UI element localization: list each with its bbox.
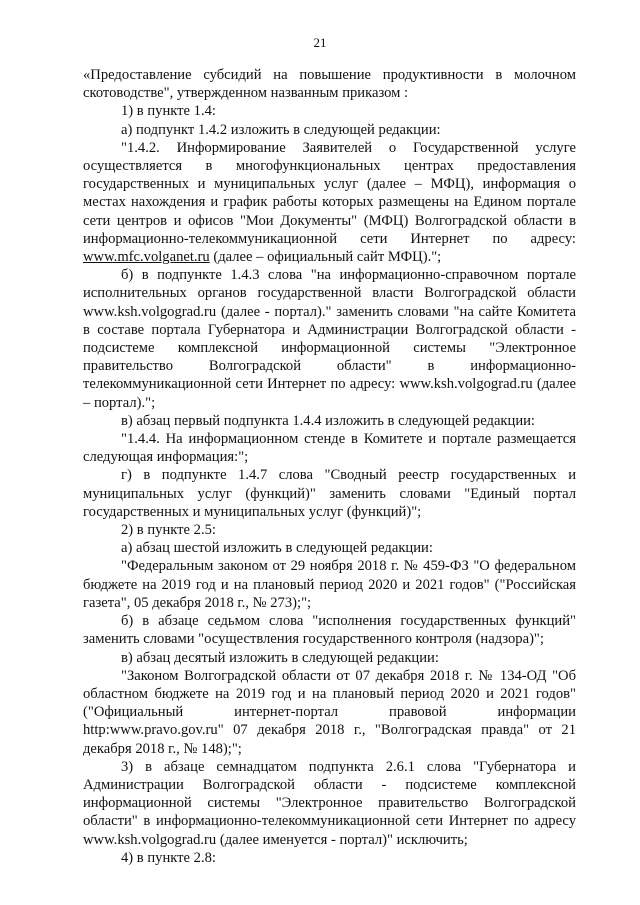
paragraph: 2) в пункте 2.5: (121, 522, 216, 539)
paragraph: г) в подпункте 1.4.7 слова "Сводный реестр государственных и муниципальных услуг (функций)" заменить словами "Единый портал государственных и муниципальных услуг (функций)"; (83, 467, 576, 520)
paragraph: а) подпункт 1.4.2 изложить в следующей редакции: (121, 121, 441, 138)
paragraph: а) абзац шестой изложить в следующей редакции: (121, 540, 433, 557)
paragraph: 1) в пункте 1.4: (121, 103, 216, 120)
paragraph: "Законом Волгоградской области от 07 декабря 2018 г. № 134-ОД "Об областном бюджете на 2019 год и на плановый период 2020 и 2021 годов" ("Официальный интернет-портал правовой информации http:www.pravo.gov.ru" 07 декабря 2018 г., "Волгоградская правда" от 21 декабря 2018 г., № 148);"; (83, 667, 576, 757)
paragraph: "1.4.4. На информационном стенде в Комитете и портале размещается следующая информация:"; (83, 431, 576, 466)
paragraph: в) абзац десятый изложить в следующей редакции: (121, 649, 439, 666)
paragraph: "1.4.2. Информирование Заявителей о Государственной услуге осуществляется в многофункциональных центрах предоставления государственных и муниципальных услуг (далее – МФЦ), информация о местах нахождения и график работы которых размещены на Едином портале сети центров и офисов "Мои Документы" (МФЦ) Волгоградской области в информационно-телекоммуникационной сети Интернет по адресу: www.mfc.volganet.ru (далее – официальный сайт МФЦ)."; (83, 139, 576, 266)
paragraph: "Федеральным законом от 29 ноября 2018 г. № 459-ФЗ "О федеральном бюджете на 2019 год и на плановый период 2020 и 2021 годов" ("Российская газета", 05 декабря 2018 г., № 273);"; (83, 558, 576, 611)
page-number: 21 (313, 35, 327, 50)
paragraph: 3) в абзаце семнадцатом подпункта 2.6.1 слова "Губернатора и Администрации Волгоградской области - подсистеме комплексной информационной системы "Электронное правительство Волгоградской области" в информационно-телекоммуникационной сети Интернет по адресу www.ksh.volgograd.ru (далее именуется - портал)" исключить; (83, 758, 576, 848)
paragraph: б) в подпункте 1.4.3 слова "на информационно-справочном портале исполнительных органов государственной власти Волгоградской области www.ksh.volgograd.ru (далее - портал)." заменить словами "на сайте Комитета в составе портала Губернатора и Администрации Волгоградской области - подсистеме комплексной информационной системы "Электронное правительство Волгоградской области" в информационно-телекоммуникационной сети Интернет по адресу: www.ksh.volgograd.ru (далее – портал)."; (83, 267, 576, 411)
document-body (83, 66, 576, 867)
mfc-website-link[interactable]: www.mfc.volganet.ru (83, 249, 210, 266)
paragraph: «Предоставление субсидий на повышение продуктивности в молочном скотоводстве", утвержденном названным приказом : (83, 67, 576, 102)
paragraph: б) в абзаце седьмом слова "исполнения государственных функций" заменить словами "осуществления государственного контроля (надзора)"; (83, 613, 576, 648)
paragraph: 4) в пункте 2.8: (121, 849, 216, 866)
paragraph: в) абзац первый подпункта 1.4.4 изложить в следующей редакции: (121, 412, 535, 429)
